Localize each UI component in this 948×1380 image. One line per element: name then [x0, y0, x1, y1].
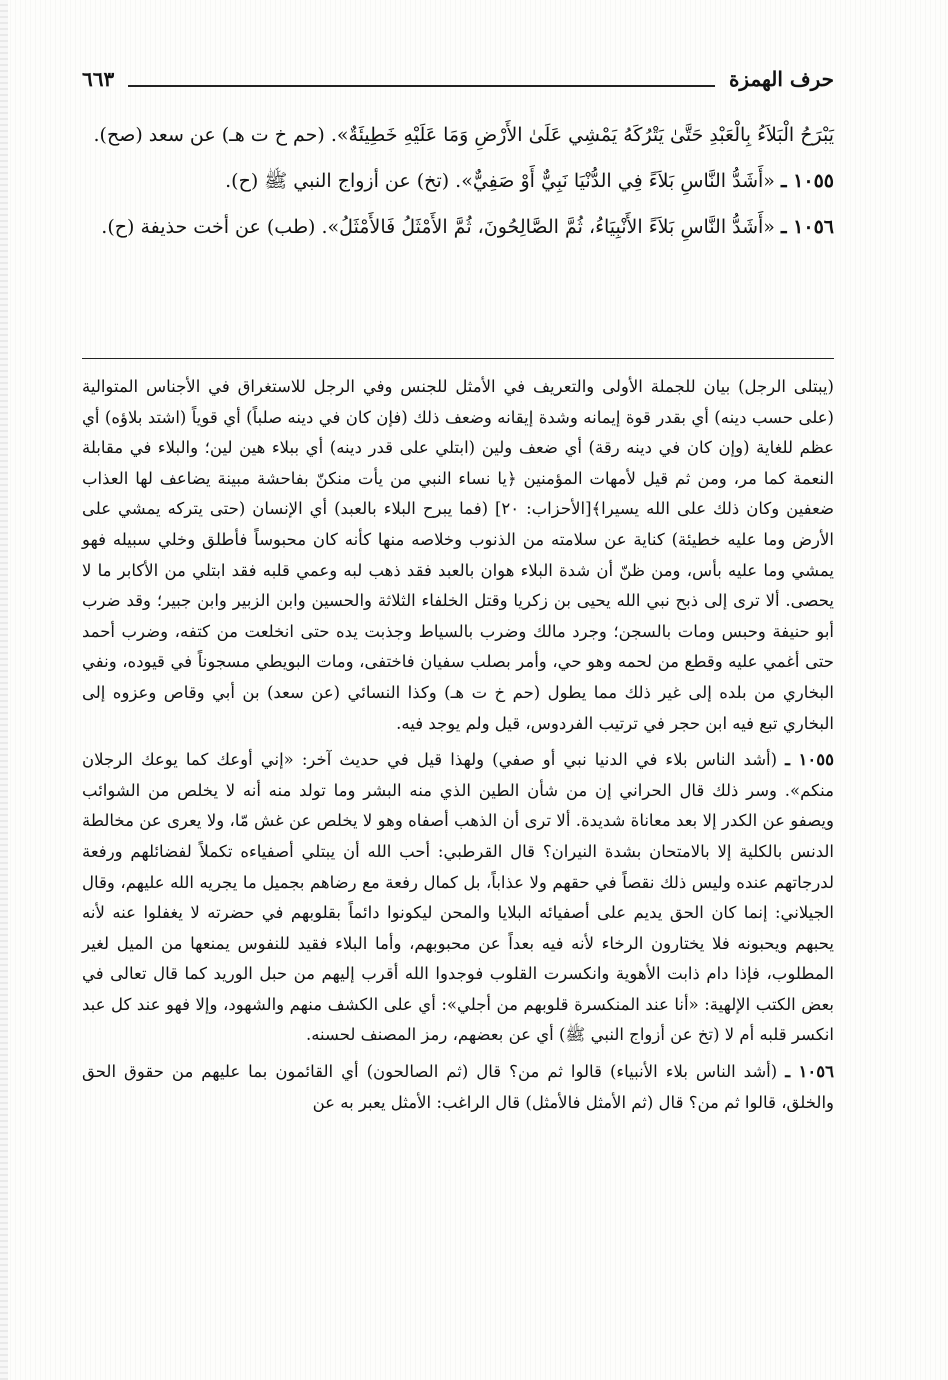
commentary-number: ١٠٥٥ ـ	[785, 750, 834, 770]
hadith-number: ١٠٥٥ ـ	[780, 170, 834, 192]
hadith-1055	[82, 158, 834, 204]
commentary-body: (أشد الناس بلاء الأنبياء) قالوا ثم من؟ قال (ثم الصالحون) أي القائمون بما عليهم من حقوق الحق والخلق، قالوا ثم من؟ قال (ثم الأمثل فالأمثل) قال الراغب: الأمثل يعبر به عن	[82, 1062, 834, 1112]
header-rule	[128, 85, 715, 87]
section-divider	[82, 358, 834, 359]
commentary-paragraph: (يبتلى الرجل) بيان للجملة الأولى والتعريف في الأمثل للجنس وفي الرجل للاستغراق في الأجناس المتوالية (على حسب دينه) أي بقدر قوة إيمانه وشدة إيقانه وضعف ذلك (فإن كان في دينه صلباً) أي قوياً (اشتد بلاؤه) أي عظم للغاية (وإن كان في دينه رقة) أي ضعف ولين (ابتلي على قدر دينه) أي ببلاء هين لين؛ والبلاء في مقابلة النعمة كما مر، ومن ثم قيل لأمهات المؤمنين ﴿يا نساء النبي من يأت منكنّ بفاحشة مبينة يضاعف لها العذاب ضعفين وكان ذلك على الله يسيرا﴾[الأحزاب: ٢٠] (فما يبرح البلاء بالعبد) أي الإنسان (حتى يتركه يمشي على الأرض وما عليه خطيئة) كناية عن سلامته من الذنوب وخلاصه منها كأنه كان محبوساً فأطلق وخلي سبيله فهو يمشي وما عليه بأس، ومن ظنّ أن شدة البلاء هوان بالعبد فقد ذهب لبه وعمي قلبه فقد ابتلي من الأكابر ما لا يحصى. ألا ترى إلى ذبح نبي الله يحيى بن زكريا وقتل الخلفاء الثلاثة والحسين وابن الزبير وابن جبير؛ وقد ضرب أبو حنيفة وحبس ومات بالسجن؛ وجرد مالك وضرب بالسياط وجذبت يده حتى انخلعت من كتفه، وضرب أحمد حتى أغمي عليه وقطع من لحمه وهو حي، وأمر بصلب سفيان فاختفى، ومات البويطي مسجوناً في قيوده، ونفي البخاري من بلده إلى غير ذلك مما يطول (حم خ ت هـ) وكذا النسائي (عن سعد) بن أبي وقاص وعزوه إلى البخاري تبع فيه ابن حجر في ترتيب الفردوس، قيل ولم يوجد فيه.	[82, 377, 834, 733]
hadith-continuation: يَبْرَحُ الْبَلاَءُ بِالْعَبْدِ حَتَّىٰ يَتْرُكَهُ يَمْشِي عَلَىٰ الأَرْضِ وَمَا عَلَيْهِ خَطِيئَةٌ». (حم خ ت هـ) عن سعد (صح).	[93, 124, 834, 146]
hadith-1056	[82, 204, 834, 250]
commentary-paragraph	[82, 1057, 834, 1118]
running-header	[82, 62, 834, 96]
hadith-body: «أَشَدُّ النَّاسِ بَلاَءً فِي الدُّنْيَا نَبِيٌّ أَوْ صَفِيٌّ». (تخ) عن أزواج النبي ﷺ (ح).	[225, 170, 775, 192]
commentary-body: (أشد الناس بلاء في الدنيا نبي أو صفي) ولهذا قيل في حديث آخر: «إني أوعك كما يوعك الرجلان منكم». وسر ذلك قال الحراني إن من شأن الطين الذي منه البشر وما تولد منه أنه لا يخلص من الشوائب ويصفو عن الكدر إلا بعد معاناة شديدة. ألا ترى أن الذهب أصفاه وهو لا يخلص عن غش مّا، ولا يعرى عن مخالطة الدنس بالكلية إلا بالامتحان بشدة النيران؟ قال القرطبي: أحب الله أن يبتلي أصفياءه تكملاً لفضائلهم ورفعة لدرجاتهم عنده وليس ذلك نقصاً في حقهم ولا عذاباً، بل كمال رفعة مع رضاهم بجميل ما يجريه الله عليهم، وقال الجيلاني: إنما كان الحق يديم على أصفيائه البلايا والمحن ليكونوا دائماً بقلوبهم في حضرته لا يغفلوا عنه لأنه يحبهم ويحبونه فلا يختارون الرخاء لأنه فيه بعداً عن محبوبهم، وأما البلاء فقيد للنفوس يمنعها من الميل لغير المطلوب، فإذا دام ذابت الأهوية وانكسرت القلوب فوجدوا الله أقرب إليهم من حبل الوريد كما قال تعالى في بعض الكتب الإلهية: «أنا عند المنكسرة قلوبهم من أجلي»: أي على الكشف منهم والشهود، وإلا فهو عند كل عبد انكسر قلبه أم لا (تخ عن أزواج النبي ﷺ) أي عن بعضهم، رمز المصنف لحسنه.	[82, 750, 834, 1045]
hadith-text-block	[82, 112, 834, 250]
commentary-paragraph	[82, 745, 834, 1051]
page-number: ٦٦٣	[82, 67, 115, 91]
commentary-number: ١٠٥٦ ـ	[785, 1062, 834, 1082]
hadith-number: ١٠٥٦ ـ	[780, 216, 834, 238]
hadith-body: «أَشَدُّ النَّاسِ بَلاَءً الأَنْبِيَاءُ، ثُمَّ الصَّالِحُونَ، ثُمَّ الأَمْثَلُ فَالأَمْثَلُ». (طب) عن أخت حذيفة (ح).	[101, 216, 775, 238]
chapter-title: حرف الهمزة	[728, 67, 834, 91]
commentary-block	[82, 372, 834, 1118]
page-edge-shadow	[0, 0, 8, 1380]
